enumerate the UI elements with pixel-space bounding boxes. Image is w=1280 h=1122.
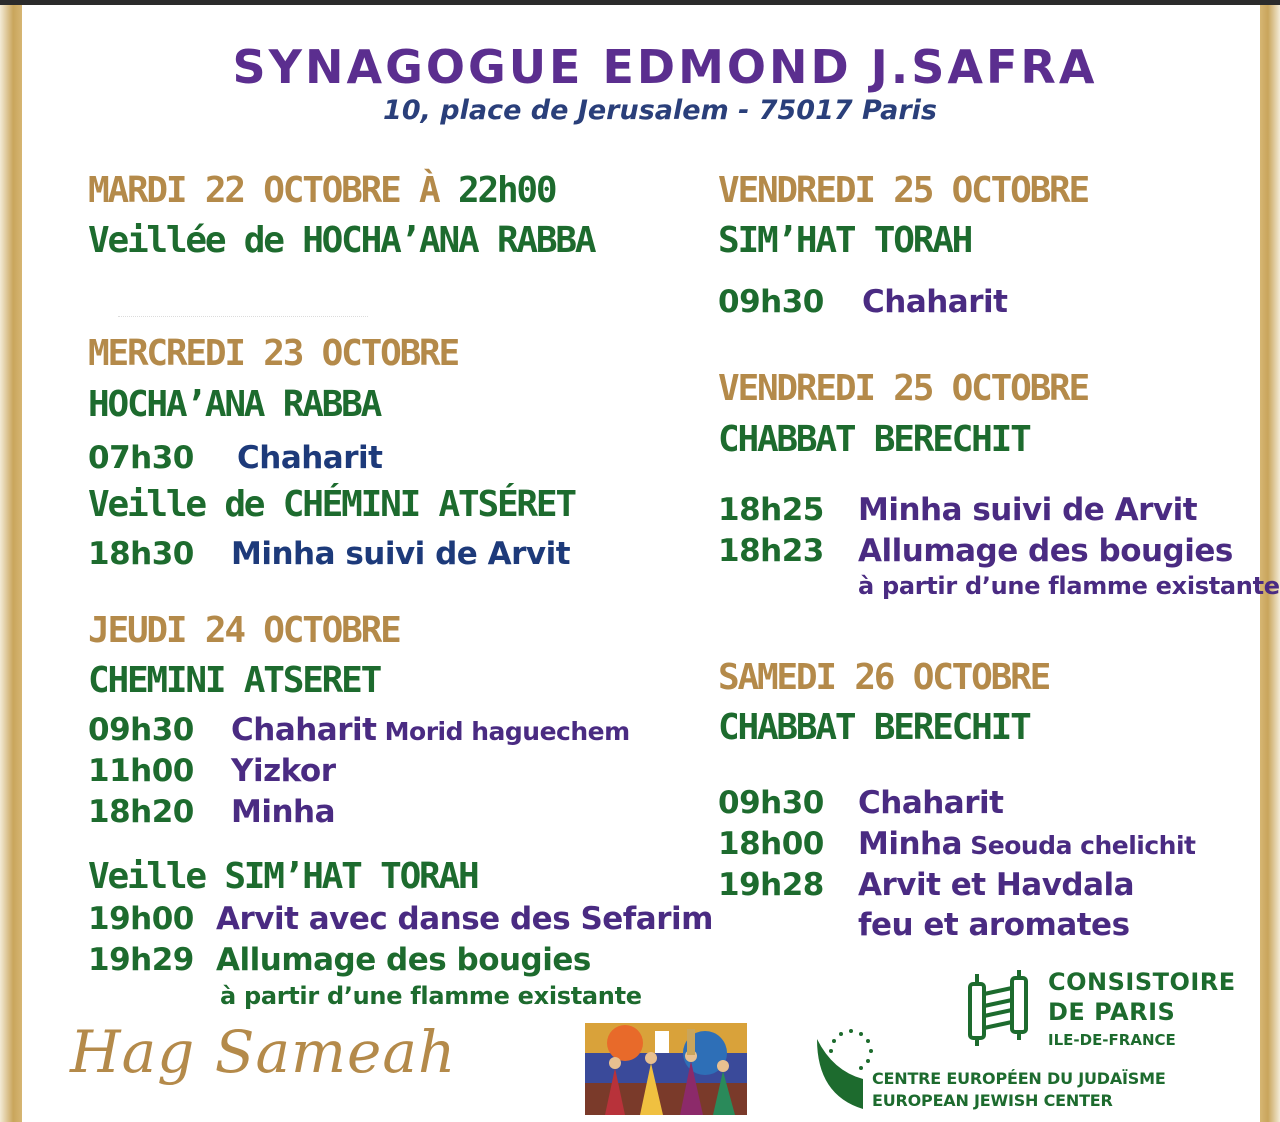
festival-veille-chemini: Veille de CHÉMINI ATSÉRET xyxy=(88,484,575,525)
cejc-name-en: EUROPEAN JEWISH CENTER xyxy=(872,1091,1113,1110)
consistoire-line1: CONSISTOIRE xyxy=(1048,968,1236,996)
festival-veillee-hochaana: Veillée de HOCHA’ANA RABBA xyxy=(88,220,595,261)
torah-scroll-icon xyxy=(958,970,1038,1048)
activity-minha-arvit: Minha suivi de Arvit xyxy=(231,536,571,572)
dotted-divider xyxy=(118,316,368,317)
festival-chemini-atseret: CHEMINI ATSERET xyxy=(88,660,381,701)
activity-chaharit-morid xyxy=(231,712,630,748)
festival-chabbat-berechit-sat: CHABBAT BERECHIT xyxy=(718,707,1030,748)
note-flamme-existante: à partir d’une flamme existante xyxy=(220,982,642,1010)
synagogue-title: SYNAGOGUE EDMOND J.SAFRA xyxy=(232,40,1098,94)
activity-feu-aromates: feu et aromates xyxy=(858,907,1130,943)
activity-minha-arvit-fri: Minha suivi de Arvit xyxy=(858,492,1198,528)
right-gold-border xyxy=(1260,5,1280,1122)
note-flamme-fri: à partir d’une flamme existante xyxy=(858,572,1280,600)
activity-allumage-bougies: Allumage des bougies xyxy=(216,942,591,978)
activity-chaharit-simhat: Chaharit xyxy=(862,284,1008,320)
festival-simhat-torah: SIM’HAT TORAH xyxy=(718,220,972,261)
time-1825: 18h25 xyxy=(718,492,824,528)
activity-arvit-danse: Arvit avec danse des Sefarim xyxy=(216,901,713,937)
cejc-name-fr: CENTRE EUROPÉEN DU JUDAÏSME xyxy=(872,1069,1166,1088)
date-samedi: SAMEDI 26 OCTOBRE xyxy=(718,657,1050,698)
hag-sameah-greeting: Hag Sameah xyxy=(70,1018,457,1086)
activity-yizkor: Yizkor xyxy=(231,753,336,789)
activity-minha-label: Minha xyxy=(858,826,963,862)
time-0930-simhat: 09h30 xyxy=(718,284,824,320)
consistoire-line3: ILE-DE-FRANCE xyxy=(1048,1031,1176,1049)
date-vendredi-2: VENDREDI 25 OCTOBRE xyxy=(718,368,1089,409)
time-1800: 18h00 xyxy=(718,826,824,862)
time-0930-sat: 09h30 xyxy=(718,785,824,821)
date-mercredi: MERCREDI 23 OCTOBRE xyxy=(88,333,459,374)
time-1823: 18h23 xyxy=(718,533,824,569)
festival-veille-simhat-torah: Veille SIM’HAT TORAH xyxy=(88,856,478,897)
activity-morid-haguechem: Morid haguechem xyxy=(376,717,630,746)
time-1100: 11h00 xyxy=(88,753,194,789)
date-mardi-time: 22h00 xyxy=(458,170,556,211)
time-1928: 19h28 xyxy=(718,867,824,903)
festival-hochaana: HOCHA’ANA RABBA xyxy=(88,384,381,425)
activity-arvit-havdala: Arvit et Havdala xyxy=(858,867,1135,903)
activity-minha-seouda xyxy=(858,826,1196,862)
date-mardi xyxy=(88,170,555,211)
activity-minha: Minha xyxy=(231,794,336,830)
time-1900: 19h00 xyxy=(88,901,194,937)
date-mardi-label: MARDI 22 OCTOBRE À xyxy=(88,170,459,211)
left-gold-border xyxy=(0,5,22,1122)
time-1820: 18h20 xyxy=(88,794,194,830)
festival-chabbat-berechit: CHABBAT BERECHIT xyxy=(718,419,1030,460)
time-0930: 09h30 xyxy=(88,712,194,748)
time-0730: 07h30 xyxy=(88,440,194,476)
activity-chaharit-sat: Chaharit xyxy=(858,785,1004,821)
time-1929: 19h29 xyxy=(88,942,194,978)
date-vendredi: VENDREDI 25 OCTOBRE xyxy=(718,170,1089,211)
time-1830: 18h30 xyxy=(88,536,194,572)
activity-allumage-fri: Allumage des bougies xyxy=(858,533,1233,569)
activity-chaharit: Chaharit xyxy=(237,440,383,476)
activity-seouda-chelichit: Seouda chelichit xyxy=(962,831,1196,860)
consistoire-line2: DE PARIS xyxy=(1048,998,1176,1026)
date-jeudi: JEUDI 24 OCTOBRE xyxy=(88,610,400,651)
activity-chaharit-label: Chaharit xyxy=(231,712,377,748)
dancing-figures-artwork xyxy=(585,1023,747,1115)
synagogue-address: 10, place de Jerusalem - 75017 Paris xyxy=(383,95,937,126)
